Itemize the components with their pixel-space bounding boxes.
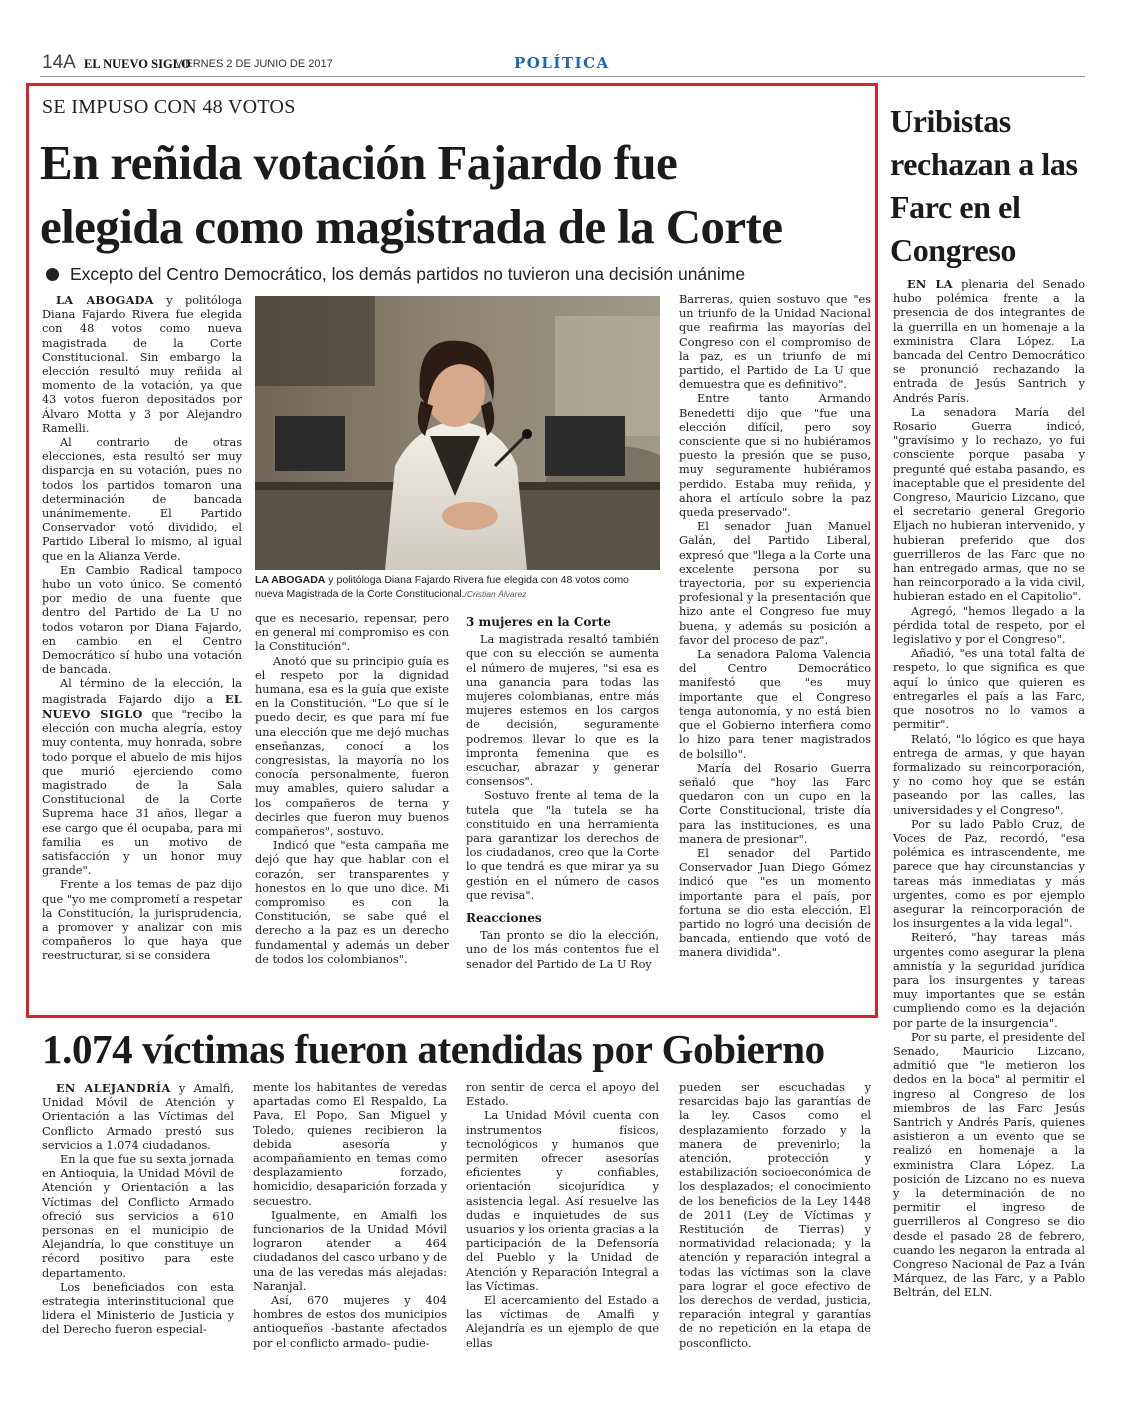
paragraph: que es necesario, repensar, pero en general mi compromiso es con la Constitución". [255,612,449,654]
section-heading: 3 mujeres en la Corte [466,615,611,629]
paragraph: pueden ser escuchadas y resarcidas bajo las garantías de la ley. Casos como el desplazamiento forzado y la manera de prevenirlo; la atención, protección y estabilización socioeconómica de los desplazados; el conocimiento de los beneficios de la Ley 1448 de 2011 (Ley de Víctimas y Restitución de Tierras) y normatividad relacionada; y la atención y reparación integral a todas las víctimas son la clave para lograr el goce efectivo de los derechos de verdad, justicia, reparación integral y garantías de no repetición en la etapa de posconflicto. [679,1081,871,1350]
paragraph [42,1081,234,1153]
paragraph: ron sentir de cerca el apoyo del Estado. [466,1081,659,1109]
lead-in: LA ABOGADA [56,293,154,307]
bottom-article-column-4 [679,1081,871,1351]
bottom-article-column-3 [466,1081,659,1351]
paragraph: Entre tanto Armando Benedetti dijo que "fue una elección difícil, pero soy consciente que si no hubiéramos puesto la presión que se puso, muy seguramente hubiéramos perdido. Estaba muy reñida, y ahora el artículo sobre la paz queda preservado". [679,392,871,520]
paper-name: EL NUEVO SIGLO [84,57,191,71]
paragraph: El senador del Partido Conservador Juan Diego Gómez indicó que "es un momento importante para el país, por fortuna se dio esta elección. El partido no logró una decisión de bancada, entiendo que votó de manera dividida". [679,846,871,960]
header-rule [40,76,1085,77]
paragraph: Los beneficiados con esta estrategia interinstitucional que lidera el Ministerio de Justicia y del Derecho fueron especial- [42,1280,234,1337]
paragraph: Al contrario de otras elecciones, esta resultó ser muy disparcja en su votación, pues no todos los partidos tomaron una determinación de bancada unánimemente. El Partido Conservador votó dividido, el Partido Liberal lo mismo, al igual que en la Alianza Verde. [42,436,242,563]
paragraph-text: que "recibo la elección con mucha alegría, estoy muy contenta, muy honrada, sobre todo porque el abuelo de mis hijos que murió ejerciendo como magistrado de la Sala Constitucional de la Corte Suprema hace 31 años, llegar a ese cargo que él ocupaba, para mi familia es un motivo de satisfacción y un honor muy grande". [42,707,242,878]
paragraph: La Unidad Móvil cuenta con instrumentos físicos, tecnológicos y humanos que permiten ofrecer asesorías eficientes y confiables, orientación sicojurídica y asistencia legal. Así resuelve las dudas e inquietudes de sus usuarios y los orienta gracias a la participación de la Defensoría del Pueblo y la Unidad de Atención y Reparación Integral a las Víctimas. [466,1109,659,1293]
article-subhead: Excepto del Centro Democrático, los demás partidos no tuvieron una decisión unánime [70,264,746,284]
paragraph [42,677,242,878]
paragraph: En Cambio Radical tampoco hubo un voto único. Se comentó por medio de una fuente que dentro del Partido de La U no todos votaron por Diana Fajardo, en cambio en el Centro Democrático sí hubo una votación de bancada. [42,563,242,677]
paragraph: Por su lado Pablo Cruz, de Voces de Paz, recordó, "esa polémica es intrascendente, me parece que hay circunstancias y tareas más inmediatas y más urgentes, como es por ejemplo asegurar la reincorporación de los insurgentes a la vida legal". [893,817,1085,931]
caption-text: y politóloga Diana Fajardo Rivera fue elegida con 48 votos como nueva Magistrada de la Corte Constitucional. [255,574,629,600]
caption-lead: LA ABOGADA [255,574,326,586]
headline-line-2: elegida como magistrada de la Corte [40,199,783,254]
bullet-icon [46,268,59,281]
paragraph: Anotó que su principio guía es el respeto por la dignidad humana, esa es la guía que existe en la Constitución. "Lo que sí le puedo decir, es que para mí fue una elección que me dejó muchas enseñanzas, conocí a los congresistas, la mayoría no los conocía personalmente, fueron muy amables, quiero saludar a los compañeros de terna y decirles que fueron muy buenos compañeros", sostuvo. [255,654,449,839]
paragraph-text: Al término de la elección, la magistrada Fajardo dijo a [42,677,242,706]
paragraph [42,293,242,436]
lead-in: EN ALEJANDRÍA [56,1081,171,1095]
paragraph: Indicó que "esta campaña me dejó que hay que hablar con el corazón, ser transparentes y honestos en lo que uno dice. Mi compromiso es con la Constitución, se sabe qué el derecho a la paz es un derecho fundamental y además un deber de todos los colombianos". [255,839,449,966]
section-heading: Reacciones [466,911,542,926]
paragraph: Así, 670 mujeres y 404 hombres de estos dos municipios antioqueños -bastante afectados por el conflicto armado- pudie- [253,1294,447,1350]
paragraph [893,277,1085,406]
paragraph: La senadora Paloma Valencia del Centro Democrático manifestó que "es muy importante que el Congreso tenga autonomía, y no está bien que el Gobierno interfiera como lo hizo para tener magistrados de bolsillo". [679,648,871,761]
paragraph-text: y politóloga Diana Fajardo Rivera fue elegida con 48 votos como nueva magistrada de la Corte Constitucional. Sin embargo la elección resultó muy reñida al momento de la votación, ya que 43 votos fueron depositados por Álvaro Motta y 3 por Alejandro Ramelli. [42,294,243,435]
headline-line-1: En reñida votación Fajardo fue [40,135,678,190]
paragraph: Igualmente, en Amalfi los funcionarios de la Unidad Móvil lograron atender a 464 ciudadanos del casco urbano y de una de las veredas más alejadas: Naranjal. [253,1208,447,1293]
paragraph: El senador Juan Manuel Galán, del Partido Liberal, expresó que "llega a la Corte una excelente persona por su trayectoria, por su experiencia profesional y la presentación que hizo ante el Congreso fue muy buena, y además su posición a favor del proceso de paz". [679,520,871,647]
paragraph: En la que fue su sexta jornada en Antioquia, la Unidad Móvil de Atención y Orientación a las Víctimas del Conflicto Armado ofreció sus servicios a 610 personas en el municipio de Alejandría, lo que constituye un récord positivo para este departamento. [42,1153,234,1280]
paragraph: Relató, "lo lógico es que haya entrega de armas, y que hayan formalizado su reincorporación, y no como hoy que se están paseando por las calles, las universidades y el Congreso". [893,732,1085,817]
article-kicker: SE IMPUSO CON 48 VOTOS [42,96,296,118]
paragraph: Reiteró, "hay tareas más urgentes como asegurar la plena amnistía y la seguridad jurídica para los insurgentes y tareas muy importantes que se están cumpliendo como es la dejación por parte de la insurgencia". [893,931,1085,1030]
photo-diana-fajardo [255,296,660,570]
main-article-column-1 [42,293,242,964]
main-article-column-4 [679,293,871,961]
main-article-column-3 [466,612,659,972]
issue-date: VIERNES 2 DE JUNIO DE 2017 [175,58,333,70]
paragraph: La senadora María del Rosario Guerra indicó, "gravísimo y lo rechazo, yo fui consciente porque pasaba y pregunté qué estaba pasando, es inaceptable que el presidente del Congreso, Mauricio Lizcano, que el secretario general Gregorio Eljach no hubieran intervenido, y hubieran preferido que dos guerrilleros de las Farc que no han entregado armas, que no se han reincorporado a la vida civil, hubieran estado en el Capitolio". [893,405,1085,604]
section-name: POLÍTICA [514,54,610,72]
sidebar-article-column [893,277,1085,1301]
paragraph: Agregó, "hemos llegado a la pérdida total de respeto, por el legislativo y por el Congreso". [893,604,1085,647]
paragraph: Por su parte, el presidente del Senado, Mauricio Lizcano, admitió que "le metieron los dedos en la boca" al permitir el ingreso al Congreso de los miembros de las Farc Jesús Santrich y Andrés París, quienes asistieron a un evento que se realizó en homenaje a la exministra Clara López. La posición de Lizcano no es nueva y la determinación de no permitir el ingreso de guerrilleros al Congreso se dio desde el pasado 28 de febrero, cuando les negaron la entrada al Congreso Nacional de Paz a Iván Márquez, de las Farc, y a Pablo Beltrán, del ELN. [893,1030,1085,1300]
sidebar-headline: Uribistas rechazan a las Farc en el Congreso [890,103,1078,268]
paragraph: Frente a los temas de paz dijo que "yo me comprometí a respetar la Constitución, la jurisprudencia, a promover y analizar con mis compañeros lo que haya que reestructurar, si se considera [42,878,242,963]
photo-caption [255,573,660,601]
paragraph: mente los habitantes de veredas apartadas como El Respaldo, La Pava, El Popo, San Miguel y Toledo, quienes recibieron la debida asesoría y acompañamiento en temas como desplazamiento forzado, homicidio, desaparición forzada y secuestro. [253,1081,447,1208]
paragraph: Tan pronto se dio la elección, uno de los más contentos fue el senador del Partido de La U Roy [466,929,659,971]
bottom-headline: 1.074 víctimas fueron atendidas por Gobierno [42,1026,825,1072]
paragraph: El acercamiento del Estado a las víctimas de Amalfi y Alejandría es un ejemplo de que ellas [466,1294,659,1350]
paragraph-text: plenaria del Senado hubo polémica frente a la presencia de dos integrantes de la guerrilla en un homenaje a la exministra Clara López. La bancada del Centro Democrático se pronunció rechazando la entrada de Jesús Santrich y Andrés París. [893,278,1086,405]
paragraph: Barreras, quien sostuvo que "es un triunfo de la Unidad Nacional que reafirma las mayorías del Congreso con el compromiso de la paz, es un triunfo de mi partido, el Partido de La U que demuestra que es definitivo". [679,293,871,392]
paragraph: Sostuvo frente al tema de la tutela que "la tutela se ha constituido en una herramienta para garantizar los derechos de los ciudadanos, creo que la Corte lo que tendrá es que mirar ya su gestión en el número de casos que revisa". [466,789,659,902]
bottom-article-column-2 [253,1081,447,1351]
paragraph: María del Rosario Guerra señaló que "hoy las Farc quedaron con un cupo en la Corte Constitucional, triste día para las instituciones, es una manera de presionar". [679,761,871,846]
paragraph: Añadió, "es una total falta de respeto, lo que significa es que aquí lo único que quieren es entregarles el país a las Farc, que nosotros no lo vamos a permitir". [893,647,1085,732]
photo-credit: /Cristian Álvarez [464,589,527,599]
page-number: 14A [42,52,76,73]
bottom-article-column-1 [42,1081,234,1338]
paper-mention: EL NUEVO SIGLO [42,691,242,721]
lead-in: EN LA [907,277,953,291]
main-article-column-2 [255,612,449,967]
paragraph-text: y Amalfi, Unidad Móvil de Atención y Orientación a las Víctimas del Conflicto Armado prestó sus servicios a 1.074 ciudadanos. [42,1082,234,1152]
paragraph: La magistrada resaltó también que con su elección se aumenta el número de mujeres, "si esa es una ganancia para todas las mujeres colombianas, entre más mujeres estemos en los cargos de decisión, seguramente podremos llevar lo que es la impronta femenina que es escuchar, abrazar y generar consensos". [466,633,659,789]
